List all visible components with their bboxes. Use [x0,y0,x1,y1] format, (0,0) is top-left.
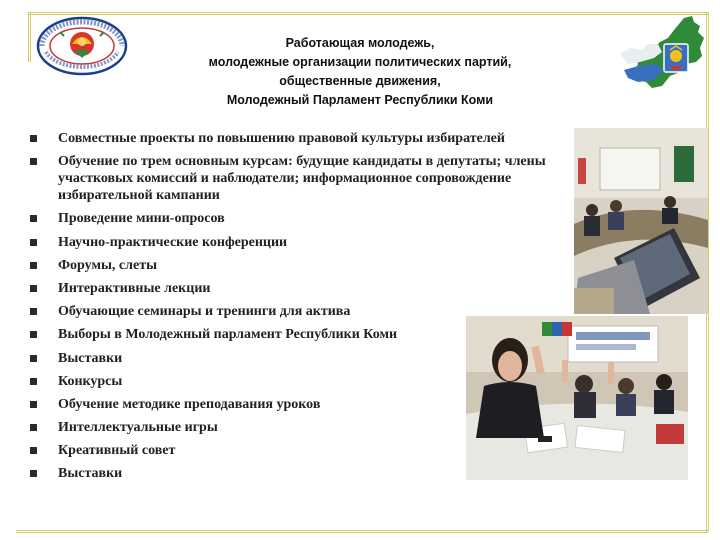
square-bullet-icon [30,239,37,246]
list-item: Обучение методике преподавания уроков [28,396,588,413]
list-item: Выставки [28,465,588,482]
square-bullet-icon [30,158,37,165]
square-bullet-icon [30,215,37,222]
list-item: Научно-практические конференции [28,234,588,251]
square-bullet-icon [30,285,37,292]
square-bullet-icon [30,424,37,431]
square-bullet-icon [30,401,37,408]
title-line-3: общественные движения, [279,74,441,88]
square-bullet-icon [30,308,37,315]
title-line-2: молодежные организации политических партий, [208,55,512,69]
komi-republic-map-icon [614,14,708,94]
title-line-1: Работающая молодежь, [285,36,435,50]
election-commission-emblem-icon [36,16,128,76]
title-line-4: Молодежный Парламент Республики Коми [226,93,494,107]
list-item: Интеллектуальные игры [28,419,588,436]
list-item: Обучение по трем основным курсам: будущие кандидаты в депутаты; члены участковых комиссий и наблюдатели; информационное сопровождение избирательной кампании [28,153,588,204]
list-item: Интерактивные лекции [28,280,588,297]
list-item: Совместные проекты по повышению правовой культуры избирателей [28,130,588,147]
page-title [160,34,560,110]
square-bullet-icon [30,355,37,362]
frame-top-line [28,12,708,15]
list-item: Выставки [28,350,588,367]
seminar-photo [574,128,708,314]
square-bullet-icon [30,447,37,454]
list-item: Конкурсы [28,373,588,390]
frame-left-line [28,12,31,62]
list-item: Креативный совет [28,442,588,459]
list-item: Форумы, слеты [28,257,588,274]
frame-bottom-line [16,530,708,533]
list-item: Проведение мини-опросов [28,210,588,227]
square-bullet-icon [30,262,37,269]
square-bullet-icon [30,378,37,385]
square-bullet-icon [30,135,37,142]
list-item: Выборы в Молодежный парламент Республики Коми [28,326,588,343]
square-bullet-icon [30,331,37,338]
youth-parliament-photo [466,316,688,480]
list-item: Обучающие семинары и тренинги для актива [28,303,588,320]
square-bullet-icon [30,470,37,477]
